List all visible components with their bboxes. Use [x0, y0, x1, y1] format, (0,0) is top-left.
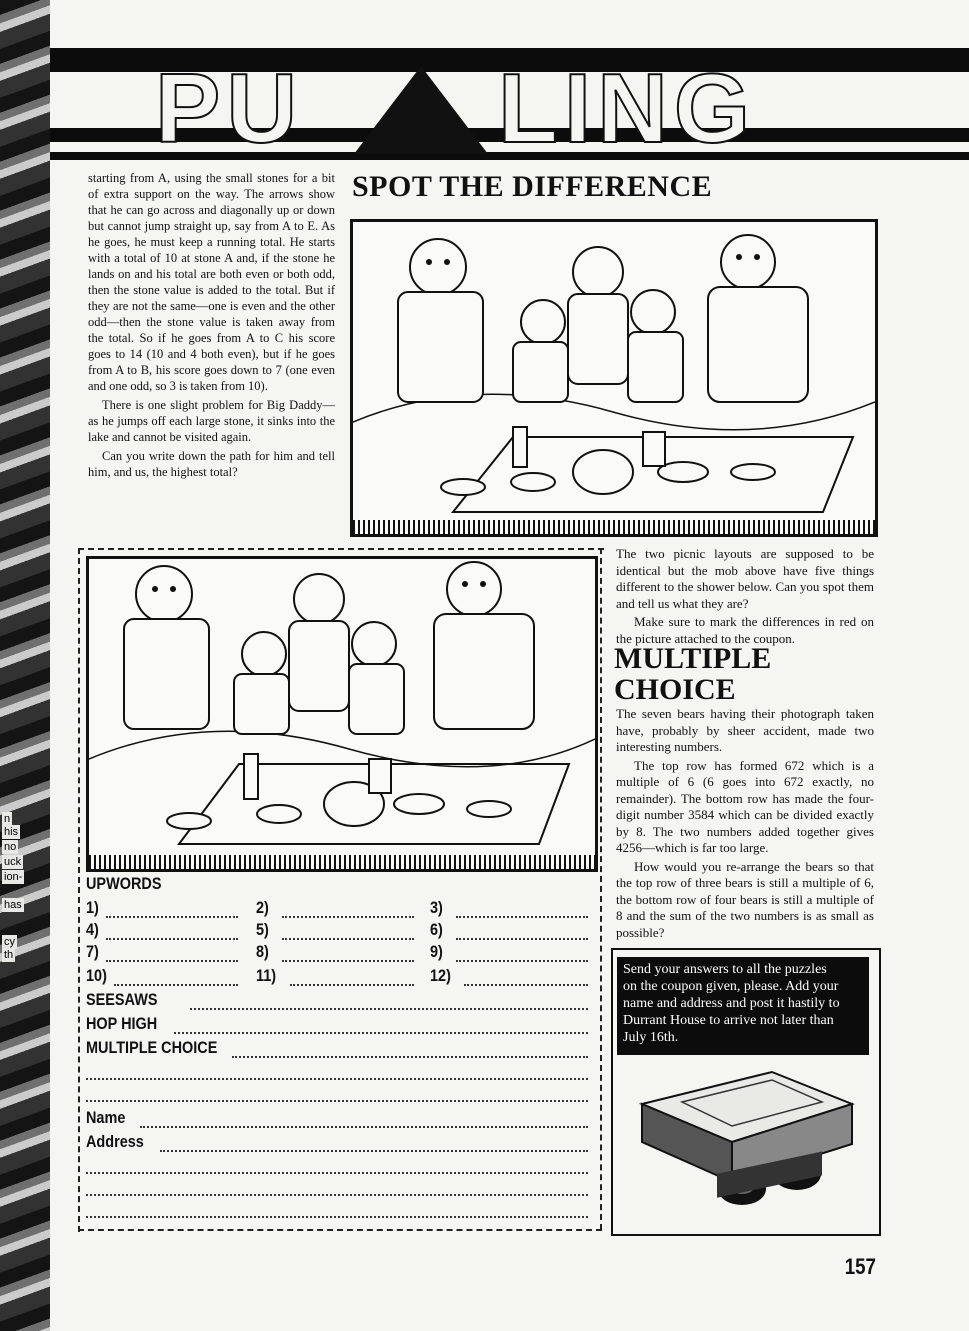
page-title-left: PU: [155, 53, 304, 163]
triangle-logo: [350, 62, 492, 158]
spot-the-difference-text: [616, 546, 874, 649]
slot-label: 2): [256, 898, 269, 917]
bears-picnic-illustration: [353, 222, 875, 534]
address-field-line[interactable]: [86, 1170, 588, 1174]
paragraph: Can you write down the path for him and tell him, and us, the highest total?: [88, 449, 335, 479]
answer-field[interactable]: [106, 914, 238, 918]
spine-fragment: has: [4, 899, 22, 911]
slot-label: 6): [430, 920, 443, 939]
answer-field[interactable]: [282, 936, 414, 940]
answer-field[interactable]: [456, 936, 588, 940]
slot-label: 1): [86, 898, 99, 917]
spot-the-difference-heading: SPOT THE DIFFERENCE: [352, 170, 713, 203]
answer-field[interactable]: [106, 958, 238, 962]
3d-viewer-prize-image: [622, 1064, 868, 1224]
paragraph: There is one slight problem for Big Daddy—as he jumps off each large stone, it sinks into the lake and cannot be visited again.: [88, 398, 335, 444]
spine-fragment: no: [4, 841, 17, 853]
slot-label: 5): [256, 920, 269, 939]
multiple-choice-field[interactable]: [232, 1054, 588, 1058]
multiple-choice-heading: [614, 643, 771, 705]
answer-field[interactable]: [456, 958, 588, 962]
notice-line: Durrant House to arrive not later than: [623, 1013, 834, 1028]
upwords-label: UPWORDS: [86, 874, 162, 893]
address-field-line[interactable]: [86, 1214, 588, 1218]
spine-fragment: cy: [4, 936, 15, 948]
slot-label: 12): [430, 966, 451, 985]
slot-label: 4): [86, 920, 99, 939]
slot-label: 11): [256, 966, 277, 985]
slot-label: 9): [430, 942, 443, 961]
answer-field[interactable]: [282, 914, 414, 918]
address-field[interactable]: [160, 1148, 588, 1152]
paragraph: The two picnic layouts are supposed to be identical but the mob above have five things different to the shower below. Can you spot them and tell us what they are?: [616, 546, 874, 611]
coupon-border-right: [600, 548, 602, 1230]
paragraph: The top row has formed 672 which is a multiple of 6 (6 goes into 672 exactly, no remainder). The bottom row has made the four-digit number 3584 which can be divided exactly by 8. The two numbers added together gives 4256—which is far too large.: [616, 757, 874, 855]
multiple-choice-text: [616, 706, 874, 943]
spine-fragment: n: [4, 813, 11, 825]
multiple-choice-field-line[interactable]: [86, 1098, 588, 1102]
spine-fragment: th: [4, 949, 14, 961]
slot-label: 10): [86, 966, 107, 985]
seesaws-label: SEESAWS: [86, 990, 158, 1009]
heading-line: MULTIPLE: [614, 642, 772, 675]
spine-fragment: his: [4, 826, 19, 838]
answer-field[interactable]: [464, 982, 588, 986]
heading-line: CHOICE: [614, 673, 736, 706]
answer-field[interactable]: [290, 982, 414, 986]
answer-field[interactable]: [114, 982, 238, 986]
slot-label: 8): [256, 942, 269, 961]
name-label: Name: [86, 1108, 126, 1127]
multiple-choice-label: MULTIPLE CHOICE: [86, 1038, 218, 1057]
paragraph: Make sure to mark the differences in red on the picture attached to the coupon.: [616, 614, 874, 646]
seesaw-puzzle-text: [88, 170, 335, 483]
address-field-line[interactable]: [86, 1192, 588, 1196]
page-number: 157: [844, 1254, 876, 1279]
spine-fragment: ion-: [4, 871, 23, 883]
picnic-picture-top: [350, 219, 878, 537]
hop-high-field[interactable]: [174, 1030, 588, 1034]
notice-line: July 16th.: [623, 1030, 679, 1045]
paragraph: How would you re-arrange the bears so that the top row of three bears is still a multiple of 6, the bottom row of four bears is still a multiple of 8 and the sum of the two numbers is as small as possible?: [616, 858, 874, 940]
notice-line: Send your answers to all the puzzles: [623, 962, 827, 977]
paragraph: starting from A, using the small stones for a bit of extra support on the way. The arrows show that he can go across and diagonally up or down but cannot jump straight up, say from A to E. As he goes, he must keep a running total. He starts with a total of 10 at stone A and, if the stone he lands on and his total are both even or both odd, then the stone value is added to the total. But if they are not the same—one is even and the other odd—then the stone value is taken away from the total. So if he goes from A to C his score goes to 14 (10 and 4 both even), but if he goes from A to B, his score goes down to 7 (one even and one odd, so 3 is taken from 10).: [88, 171, 335, 393]
multiple-choice-field-line[interactable]: [86, 1076, 588, 1080]
send-answers-notice: [617, 957, 869, 1055]
seesaws-field[interactable]: [190, 1006, 588, 1010]
address-label: Address: [86, 1132, 144, 1151]
notice-line: name and address and post it hastily to: [623, 996, 840, 1011]
hop-high-label: HOP HIGH: [86, 1014, 158, 1033]
paragraph: The seven bears having their photograph taken have, probably by sheer accident, made two interesting numbers.: [616, 706, 874, 754]
coupon-border-bottom: [78, 1229, 602, 1231]
notice-line: on the coupon given, please. Add your: [623, 979, 839, 994]
page-title-right: LING: [498, 53, 757, 163]
slot-label: 7): [86, 942, 99, 961]
name-field[interactable]: [140, 1124, 588, 1128]
spine-fragment: uck: [4, 856, 22, 868]
answer-field[interactable]: [282, 958, 414, 962]
answer-field[interactable]: [106, 936, 238, 940]
slot-label: 3): [430, 898, 443, 917]
answer-field[interactable]: [456, 914, 588, 918]
facing-page-spine: [0, 0, 50, 1331]
